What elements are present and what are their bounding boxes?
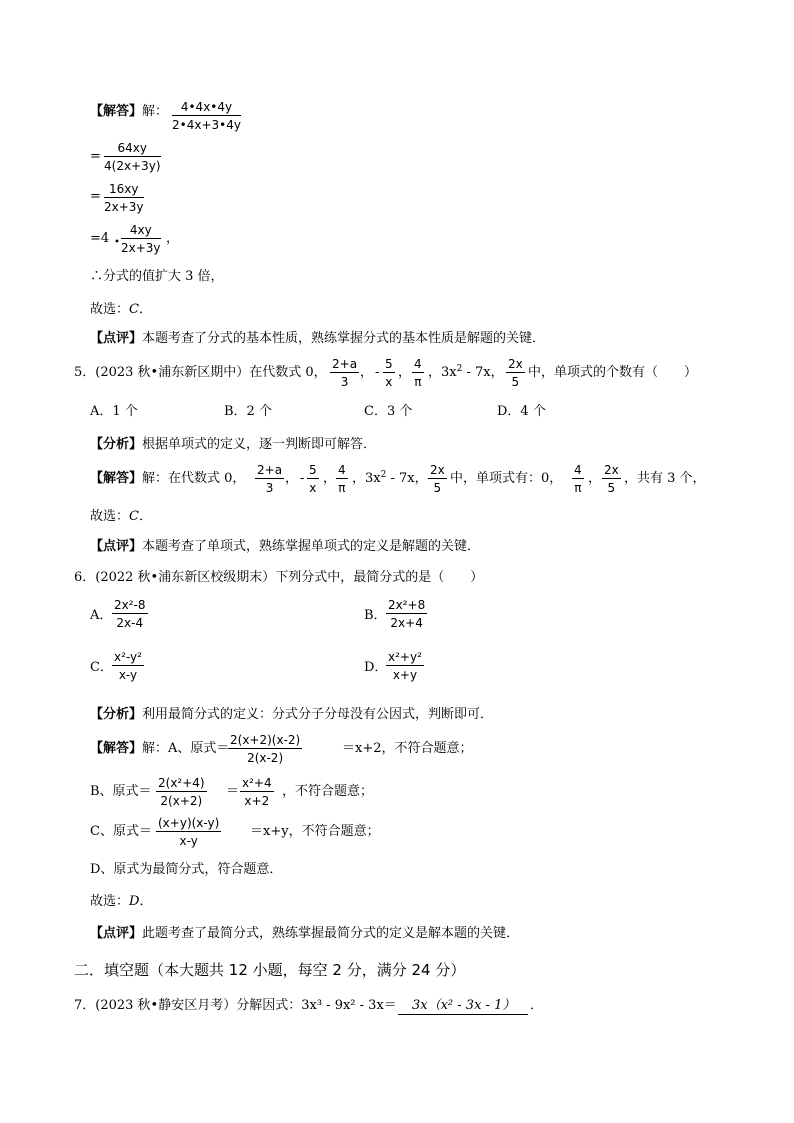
q5-answer-fraction-d — [428, 463, 447, 495]
comma: ， — [323, 471, 337, 486]
poly-term: ，3x — [352, 471, 381, 486]
fraction-denominator: 2x+3y — [104, 200, 144, 214]
q5-answer-fraction-c — [336, 463, 348, 495]
fraction-numerator: x²+y² — [388, 650, 422, 664]
fraction-numerator: 2x — [508, 357, 523, 371]
comma: ， — [588, 471, 602, 486]
q5-option-d: D．4 个 — [497, 404, 546, 419]
fraction-denominator: π — [338, 481, 346, 495]
q6-option-d-label: D． — [364, 660, 388, 675]
q5-answer-fraction-d2 — [602, 463, 621, 495]
comment-label: 【点评】 — [90, 539, 143, 554]
q6-answer-c-fraction — [156, 816, 221, 848]
q6-answer-b-post: ，不符合题意； — [282, 784, 374, 799]
fraction-numerator: 2+a — [332, 357, 358, 371]
q5-stem-b: 中，单项式的个数有（ ） — [528, 365, 698, 380]
fraction-denominator: 2(x+2) — [160, 794, 203, 808]
fraction-denominator: 2(x-2) — [247, 751, 284, 765]
q5-stem-a: 5．(2023 秋•浦东新区期中）在代数式 0， — [74, 365, 327, 380]
q6-option-b-label: B． — [364, 608, 387, 623]
fraction-denominator: 2x+4 — [390, 616, 423, 630]
analysis-label: 【分析】 — [90, 437, 143, 452]
q5-fraction-a — [330, 357, 359, 389]
fraction-denominator: 5 — [433, 481, 442, 495]
analysis-text: 利用最简分式的定义：分式分子分母没有公因式，判断即可． — [142, 707, 494, 722]
period: ． — [530, 998, 544, 1013]
fraction-denominator: 2x-4 — [116, 616, 144, 630]
exponent: 2 — [380, 470, 387, 480]
fraction-numerator: (x+y)(x-y) — [158, 816, 220, 830]
q6-option-a-label: A． — [90, 608, 113, 623]
fraction-numerator: 16xy — [104, 182, 144, 198]
fraction-numerator: 2(x²+4) — [158, 776, 205, 790]
minus-sign: - — [375, 365, 380, 380]
comma: ， — [398, 365, 412, 380]
choose-value: C — [129, 509, 139, 524]
fraction-denominator: 5 — [607, 481, 616, 495]
answer-text: 解：A、原式＝ — [142, 741, 230, 756]
fraction-denominator: x — [385, 375, 393, 389]
fraction-denominator: x-y — [118, 668, 138, 682]
fraction-numerator: 2(x+2)(x-2) — [230, 733, 301, 747]
q5-answer-poly — [352, 471, 428, 487]
q6-answer-d: D、原式为最简分式，符合题意． — [90, 862, 283, 877]
q5-answer-fraction-a — [255, 463, 284, 495]
fraction-numerator: 5 — [309, 463, 317, 477]
q7-answer: 3x（x² - 3x - 1） — [412, 998, 516, 1013]
q4-fraction-1 — [172, 100, 241, 132]
q4-answer-line — [90, 104, 168, 120]
fraction-numerator: 4 — [414, 357, 422, 371]
equals-four: =4 — [90, 231, 110, 246]
fraction-denominator: 3 — [340, 375, 349, 389]
q5-fraction-c — [412, 357, 424, 389]
comment-text: 本题考查了分式的基本性质，熟练掌握分式的基本性质是解题的关键． — [142, 331, 546, 346]
answer-label: 【解答】 — [90, 104, 143, 119]
comment-text: 此题考查了最简分式，熟练掌握最简分式的定义是解本题的关键． — [142, 926, 520, 941]
q6-answer-a-post: ＝x+2，不符合题意； — [342, 741, 473, 756]
answer-jie: 解： — [142, 104, 169, 119]
q5-answer-fraction-c2 — [572, 463, 584, 495]
q5-comment — [90, 539, 480, 555]
fraction-denominator: x+2 — [244, 794, 270, 808]
period: ． — [138, 509, 152, 524]
q4-therefore: ∴分式的值扩大 3 倍， — [90, 269, 224, 284]
fraction-numerator: x²+4 — [242, 776, 272, 790]
q6-answer-b-fraction-2 — [240, 776, 274, 808]
fraction-numerator: 64xy — [104, 141, 161, 157]
analysis-label: 【分析】 — [90, 707, 143, 722]
q5-choose — [90, 509, 152, 525]
q6-choose — [90, 894, 152, 910]
choose-value: D — [129, 894, 140, 909]
comment-label: 【点评】 — [90, 331, 143, 346]
fraction-denominator: π — [574, 481, 582, 495]
choose-label: 故选： — [90, 509, 130, 524]
q6-option-a-fraction — [112, 598, 148, 630]
poly-term: ，3x — [428, 365, 457, 380]
q5-answer-a — [90, 471, 245, 487]
q5-option-b: B．2 个 — [224, 404, 272, 419]
fraction-denominator: 2x+3y — [121, 241, 161, 255]
choose-label: 故选： — [90, 302, 130, 317]
q6-answer-a-pre — [90, 741, 229, 757]
equals-sign: = — [90, 149, 101, 164]
q6-option-d-fraction — [386, 650, 424, 682]
minus-sign: - — [300, 471, 305, 486]
fraction-numerator: 5 — [385, 357, 393, 371]
fraction-denominator: 3 — [265, 481, 274, 495]
equals-sign: = — [90, 189, 101, 204]
fraction-numerator: 2x — [604, 463, 619, 477]
q6-option-c-fraction — [112, 650, 144, 682]
fraction-numerator: 2+a — [257, 463, 283, 477]
period: ． — [138, 302, 152, 317]
comma: ， — [166, 231, 180, 246]
fraction-denominator: 5 — [511, 375, 520, 389]
q6-answer-b-fraction — [156, 776, 207, 808]
fraction-numerator: 2x²+8 — [388, 598, 426, 612]
poly-rest: - 7x， — [462, 365, 504, 380]
comment-text: 本题考查了单项式，熟练掌握单项式的定义是解题的关键． — [142, 539, 481, 554]
q5-option-a: A．1 个 — [90, 404, 138, 419]
q5-answer-c: ，共有 3 个， — [624, 471, 706, 486]
poly-rest: - 7x， — [386, 471, 428, 486]
fraction-numerator: 4xy — [121, 223, 161, 239]
fraction-denominator: x — [309, 481, 317, 495]
section-2-title: 二．填空题（本大题共 12 小题，每空 2 分，满分 24 分） — [74, 961, 466, 979]
q4-step-4-prefix — [90, 231, 109, 247]
fraction-numerator: 2x — [430, 463, 445, 477]
q6-option-b-fraction — [386, 598, 427, 630]
q6-answer-c-post: ＝x+y，不符合题意； — [250, 824, 380, 839]
fraction-numerator: 4 — [574, 463, 582, 477]
q4-choose — [90, 302, 152, 318]
fraction-denominator: x+y — [392, 668, 418, 682]
q5-fraction-d — [506, 357, 525, 389]
q7-stem: 7．(2023 秋•静安区月考）分解因式：3x³ - 9x² - 3x＝ — [74, 998, 397, 1013]
answer-text: 解：在代数式 0， — [142, 471, 246, 486]
comment-label: 【点评】 — [90, 926, 143, 941]
choose-value: C — [129, 302, 139, 317]
q6-answer-a-fraction — [228, 733, 302, 765]
q5-analysis — [90, 437, 376, 453]
q6-option-c-label: C． — [90, 660, 113, 675]
exponent: 2 — [456, 364, 463, 374]
q6-answer-b-pre: B、原式＝ — [90, 784, 152, 799]
choose-label: 故选： — [90, 894, 130, 909]
equals-sign: ＝ — [226, 784, 240, 799]
analysis-text: 根据单项式的定义，逐一判断即可解答． — [142, 437, 377, 452]
fraction-numerator: 4 — [338, 463, 346, 477]
q4-fraction-3 — [104, 182, 144, 214]
q4-fraction-2 — [104, 141, 161, 173]
q5-option-c: C．3 个 — [364, 404, 413, 419]
answer-label: 【解答】 — [90, 741, 143, 756]
fraction-denominator: π — [414, 375, 422, 389]
q4-fraction-4 — [121, 223, 161, 255]
fraction-denominator: 4(2x+3y) — [104, 159, 161, 173]
q4-comment — [90, 331, 545, 347]
period: ． — [139, 894, 153, 909]
answer-label: 【解答】 — [90, 471, 143, 486]
comma: ， — [285, 471, 299, 486]
q6-analysis — [90, 707, 493, 723]
q6-stem: 6．(2022 秋•浦东新区校级期末）下列分式中，最简分式的是（ ） — [74, 570, 484, 585]
q6-answer-c-pre: C、原式＝ — [90, 824, 152, 839]
q5-poly — [428, 365, 504, 381]
fraction-numerator: x²-y² — [114, 650, 142, 664]
fraction-numerator: 2x²-8 — [114, 598, 146, 612]
q5-answer-b: 中，单项式有：0， — [450, 471, 563, 486]
fraction-denominator: 2•4x+3•4y — [172, 118, 241, 132]
fraction-numerator: 4•4x•4y — [172, 100, 241, 116]
fraction-denominator: x-y — [179, 834, 198, 848]
dot-operator: • — [114, 237, 120, 248]
q5-fraction-b — [383, 357, 395, 389]
q5-answer-fraction-b — [307, 463, 319, 495]
q6-comment — [90, 926, 519, 942]
comma: ， — [360, 365, 374, 380]
